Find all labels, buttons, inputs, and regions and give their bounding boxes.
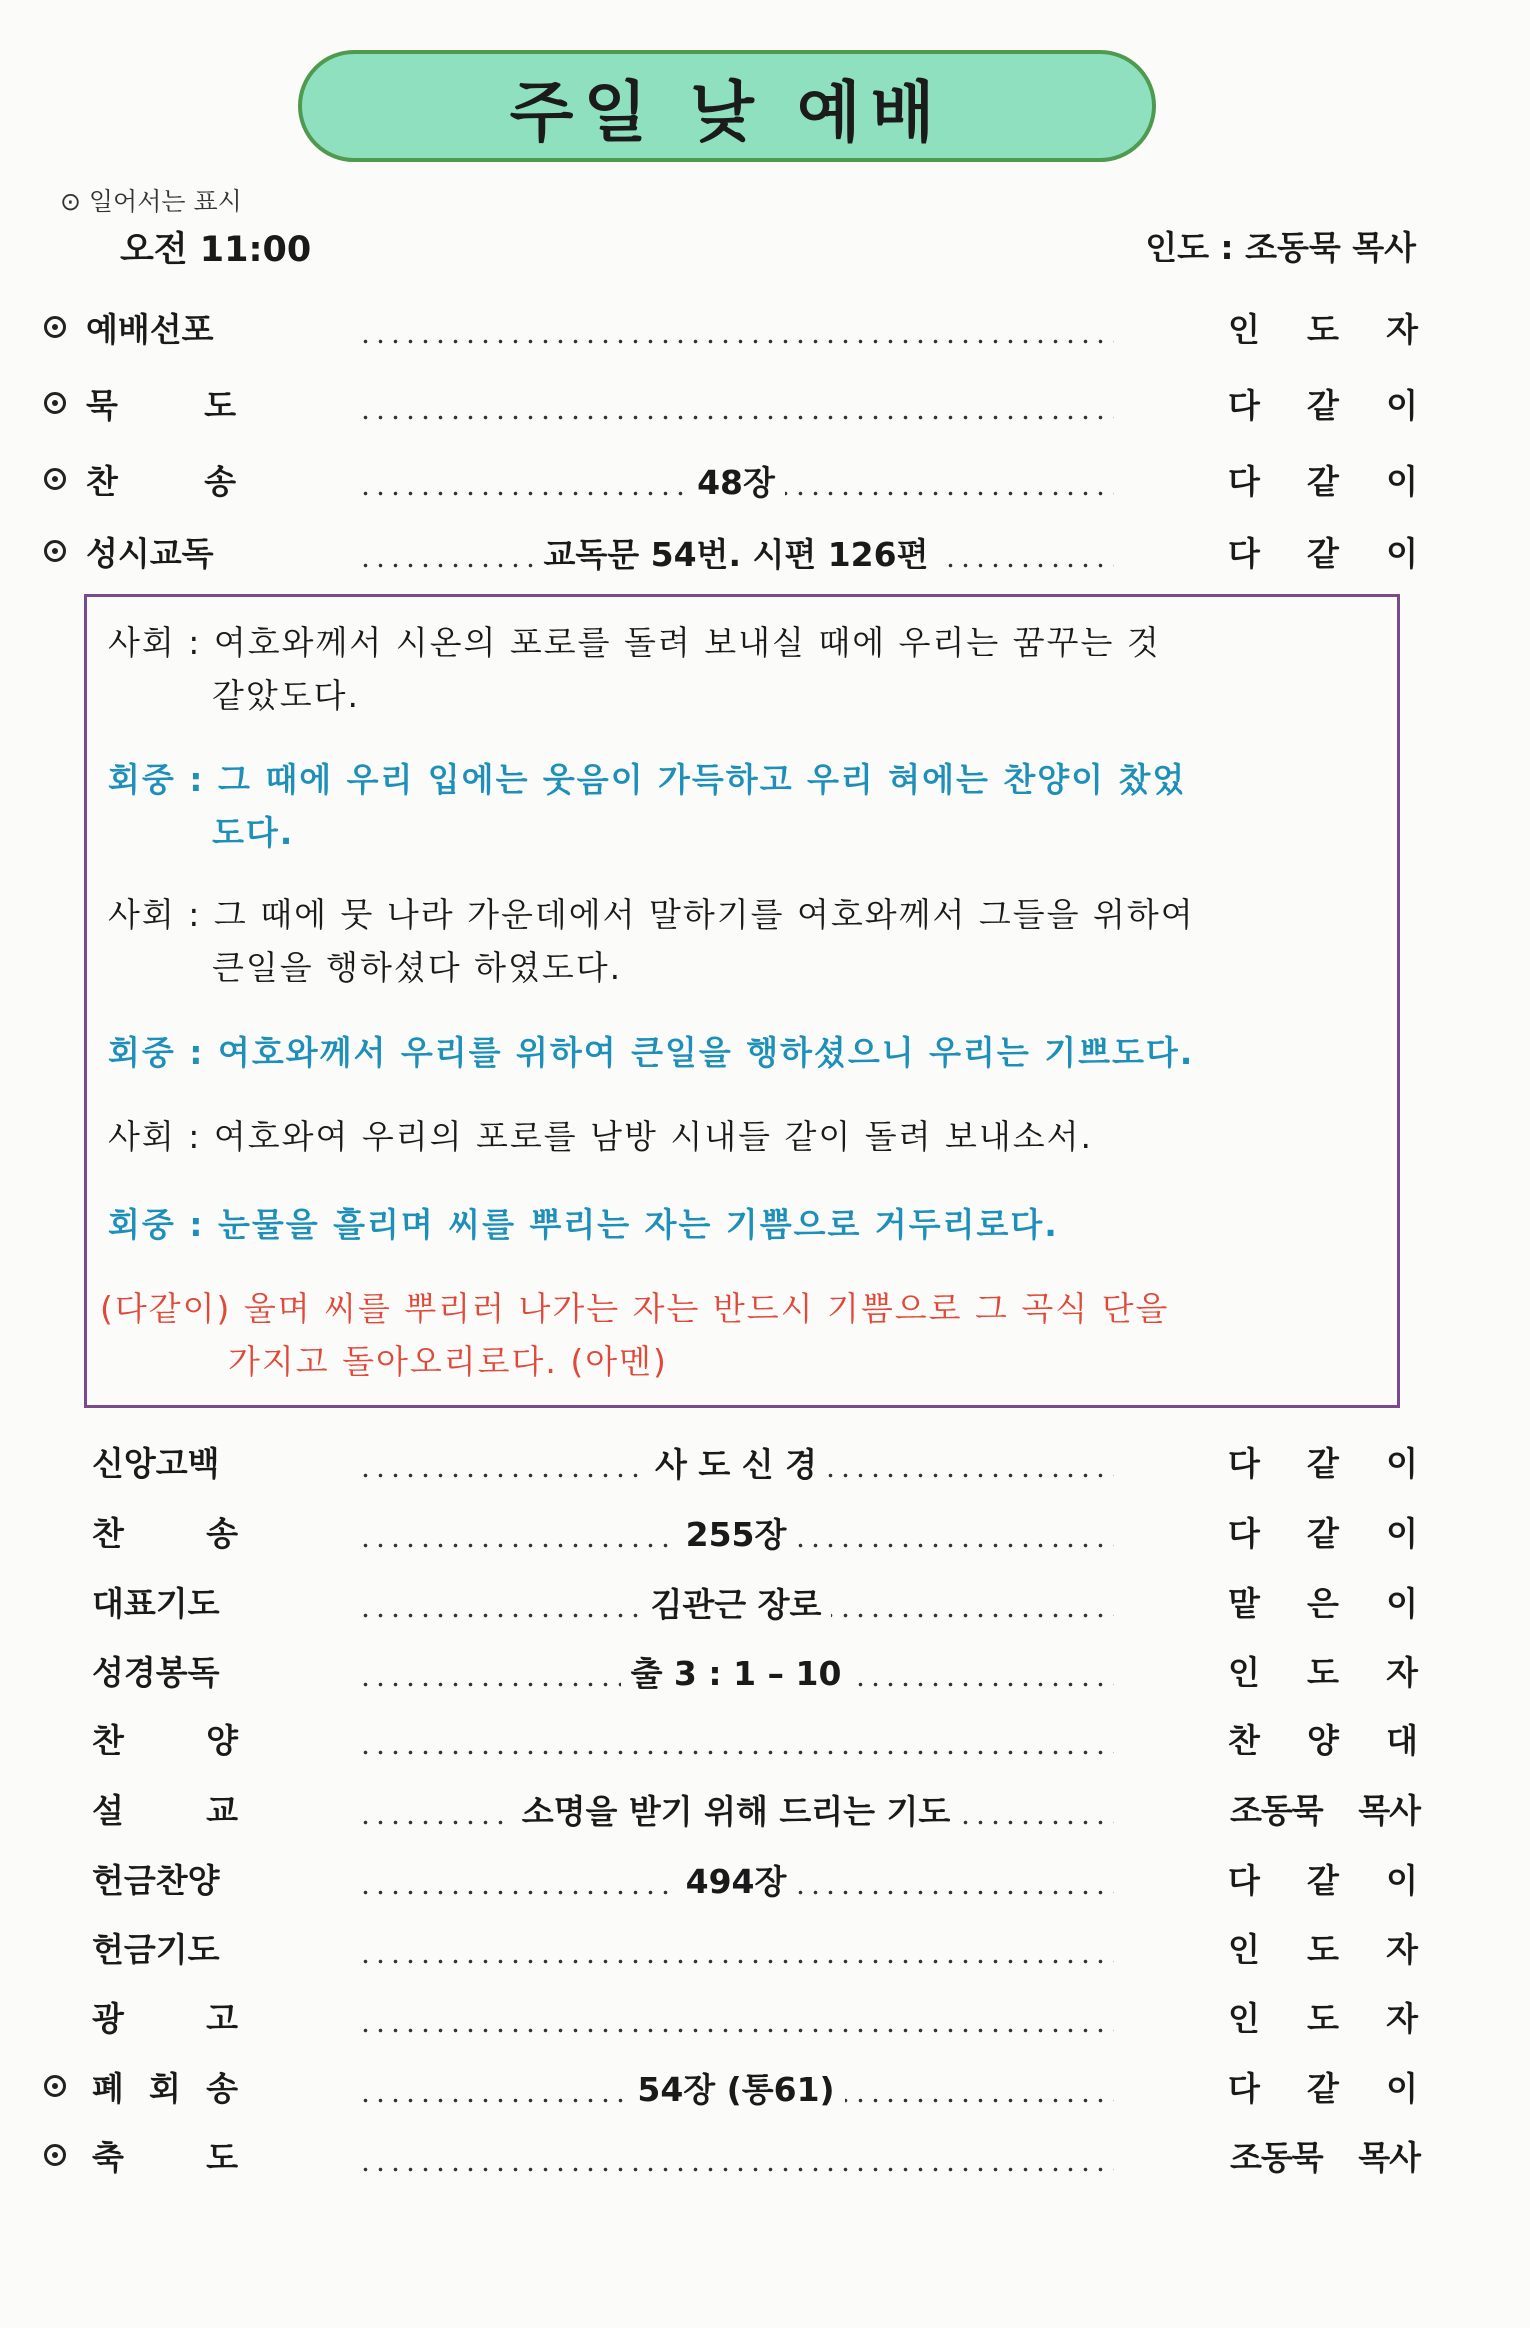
dot-leader bbox=[358, 2132, 1114, 2180]
order-item bbox=[0, 304, 1530, 360]
order-responder: 다 같 이 bbox=[1228, 1861, 1418, 1900]
order-label: 성시교독 bbox=[86, 534, 214, 573]
order-detail: 소명을 받기 위해 드리는 기도 bbox=[512, 1786, 961, 1833]
order-label: 신앙고백 bbox=[92, 1444, 220, 1483]
order-responder: 다 같 이 bbox=[1228, 534, 1418, 573]
reading-paragraph bbox=[108, 1026, 1388, 1079]
title-banner bbox=[298, 50, 1156, 162]
reading-line: 큰일을 행하셨다 하였도다. bbox=[212, 948, 623, 987]
reading-role: 회중 : bbox=[108, 1033, 205, 1072]
order-item bbox=[0, 1647, 1530, 1703]
standing-icon bbox=[44, 2075, 66, 2097]
reading-role: 사회 : bbox=[108, 895, 202, 934]
reading-line: 여호와께서 우리를 위하여 큰일을 행하셨으니 우리는 기쁘도다. bbox=[217, 1033, 1195, 1072]
reading-line: 도다. bbox=[212, 813, 295, 852]
order-responder: 조동묵 목사 bbox=[1230, 1791, 1420, 1830]
standing-icon bbox=[44, 540, 66, 562]
order-responder: 인 도 자 bbox=[1228, 1653, 1418, 1692]
order-responder: 다 같 이 bbox=[1228, 386, 1418, 425]
order-item bbox=[0, 2063, 1530, 2119]
reading-role: 사회 : bbox=[108, 623, 202, 662]
order-responder: 다 같 이 bbox=[1228, 1514, 1418, 1553]
order-item bbox=[0, 1438, 1530, 1494]
reading-paragraph bbox=[108, 888, 1388, 994]
order-responder: 맡 은 이 bbox=[1228, 1584, 1418, 1623]
order-item bbox=[0, 1715, 1530, 1771]
order-detail: 사 도 신 경 bbox=[645, 1439, 827, 1486]
reading-line: 같았도다. bbox=[212, 676, 361, 715]
standing-legend: ⊙ 일어서는 표시 bbox=[60, 187, 242, 216]
order-item bbox=[0, 1993, 1530, 2049]
order-responder: 인 도 자 bbox=[1228, 310, 1418, 349]
order-label: 성경봉독 bbox=[92, 1653, 220, 1692]
order-responder: 다 같 이 bbox=[1228, 462, 1418, 501]
reading-line: 여호와여 우리의 포로를 남방 시내들 같이 돌려 보내소서. bbox=[213, 1117, 1093, 1156]
order-responder: 다 같 이 bbox=[1228, 1444, 1418, 1483]
dot-leader bbox=[358, 456, 1114, 504]
order-item bbox=[0, 2132, 1530, 2188]
reading-line: 그 때에 뭇 나라 가운데에서 말하기를 여호와께서 그들을 위하여 bbox=[213, 895, 1195, 934]
order-detail: 54장 (통61) bbox=[627, 2064, 844, 2111]
order-responder: 인 도 자 bbox=[1228, 1999, 1418, 2038]
reading-role: (다같이) bbox=[100, 1289, 232, 1328]
reading-line: 눈물을 흘리며 씨를 뿌리는 자는 기쁨으로 거두리로다. bbox=[217, 1205, 1059, 1244]
dot-leader bbox=[358, 1508, 1114, 1556]
dot-leader bbox=[358, 1855, 1114, 1903]
reading-paragraph bbox=[108, 616, 1388, 722]
order-label: 찬 양 bbox=[92, 1721, 238, 1760]
order-label: 대표기도 bbox=[92, 1584, 220, 1623]
standing-icon bbox=[44, 2144, 66, 2166]
reading-line: 여호와께서 시온의 포로를 돌려 보내실 때에 우리는 꿈꾸는 것 bbox=[213, 623, 1161, 662]
dot-leader bbox=[358, 2063, 1114, 2111]
order-label: 광 고 bbox=[92, 1999, 238, 2038]
standing-icon bbox=[44, 316, 66, 338]
order-detail: 교독문 54번. 시편 126편 bbox=[534, 529, 939, 576]
order-responder: 조동묵 목사 bbox=[1230, 2138, 1420, 2177]
page-title: 주일 낮 예배 bbox=[509, 73, 945, 151]
order-detail: 494장 bbox=[676, 1856, 797, 1903]
reading-line: 가지고 돌아오리로다. (아멘) bbox=[228, 1342, 668, 1381]
dot-leader bbox=[358, 1785, 1114, 1833]
reading-role: 회중 : bbox=[108, 760, 205, 799]
dot-leader bbox=[358, 1715, 1114, 1763]
order-label: 예배선포 bbox=[86, 310, 214, 349]
order-detail: 48장 bbox=[687, 457, 785, 504]
order-item bbox=[0, 528, 1530, 584]
reading-paragraph bbox=[108, 753, 1388, 859]
order-item bbox=[0, 1578, 1530, 1634]
reading-paragraph bbox=[108, 1110, 1388, 1163]
reading-paragraph bbox=[108, 1198, 1388, 1251]
dot-leader bbox=[358, 528, 1114, 576]
order-item bbox=[0, 380, 1530, 436]
order-label: 찬 송 bbox=[86, 462, 236, 501]
order-label: 묵 도 bbox=[86, 386, 236, 425]
standing-icon bbox=[44, 468, 66, 490]
order-item bbox=[0, 1508, 1530, 1564]
reading-paragraph bbox=[100, 1282, 1380, 1388]
service-time: 오전 11:00 bbox=[120, 230, 312, 270]
dot-leader bbox=[358, 1438, 1114, 1486]
dot-leader bbox=[358, 1578, 1114, 1626]
order-item bbox=[0, 1785, 1530, 1841]
order-detail: 출 3 : 1 – 10 bbox=[621, 1648, 852, 1695]
dot-leader bbox=[358, 1993, 1114, 2041]
dot-leader bbox=[358, 380, 1114, 428]
order-detail: 255장 bbox=[676, 1509, 797, 1556]
order-item bbox=[0, 1924, 1530, 1980]
order-label: 헌금기도 bbox=[92, 1930, 220, 1969]
service-leader: 인도 : 조동묵 목사 bbox=[1145, 228, 1416, 267]
order-label: 찬 송 bbox=[92, 1514, 238, 1553]
order-detail: 김관근 장로 bbox=[641, 1579, 832, 1626]
order-responder: 찬 양 대 bbox=[1228, 1721, 1418, 1760]
order-label: 헌금찬양 bbox=[92, 1861, 220, 1900]
dot-leader bbox=[358, 1647, 1114, 1695]
reading-role: 사회 : bbox=[108, 1117, 202, 1156]
order-label: 폐 회 송 bbox=[92, 2069, 238, 2108]
order-item bbox=[0, 1855, 1530, 1911]
order-item bbox=[0, 456, 1530, 512]
order-label: 설 교 bbox=[92, 1791, 238, 1830]
order-responder: 다 같 이 bbox=[1228, 2069, 1418, 2108]
order-label: 축 도 bbox=[92, 2138, 238, 2177]
order-responder: 인 도 자 bbox=[1228, 1930, 1418, 1969]
reading-line: 그 때에 우리 입에는 웃음이 가득하고 우리 혀에는 찬양이 찼었 bbox=[217, 760, 1187, 799]
reading-role: 회중 : bbox=[108, 1205, 205, 1244]
dot-leader bbox=[358, 304, 1114, 352]
reading-line: 울며 씨를 뿌리러 나가는 자는 반드시 기쁨으로 그 곡식 단을 bbox=[243, 1289, 1170, 1328]
dot-leader bbox=[358, 1924, 1114, 1972]
standing-icon bbox=[44, 392, 66, 414]
